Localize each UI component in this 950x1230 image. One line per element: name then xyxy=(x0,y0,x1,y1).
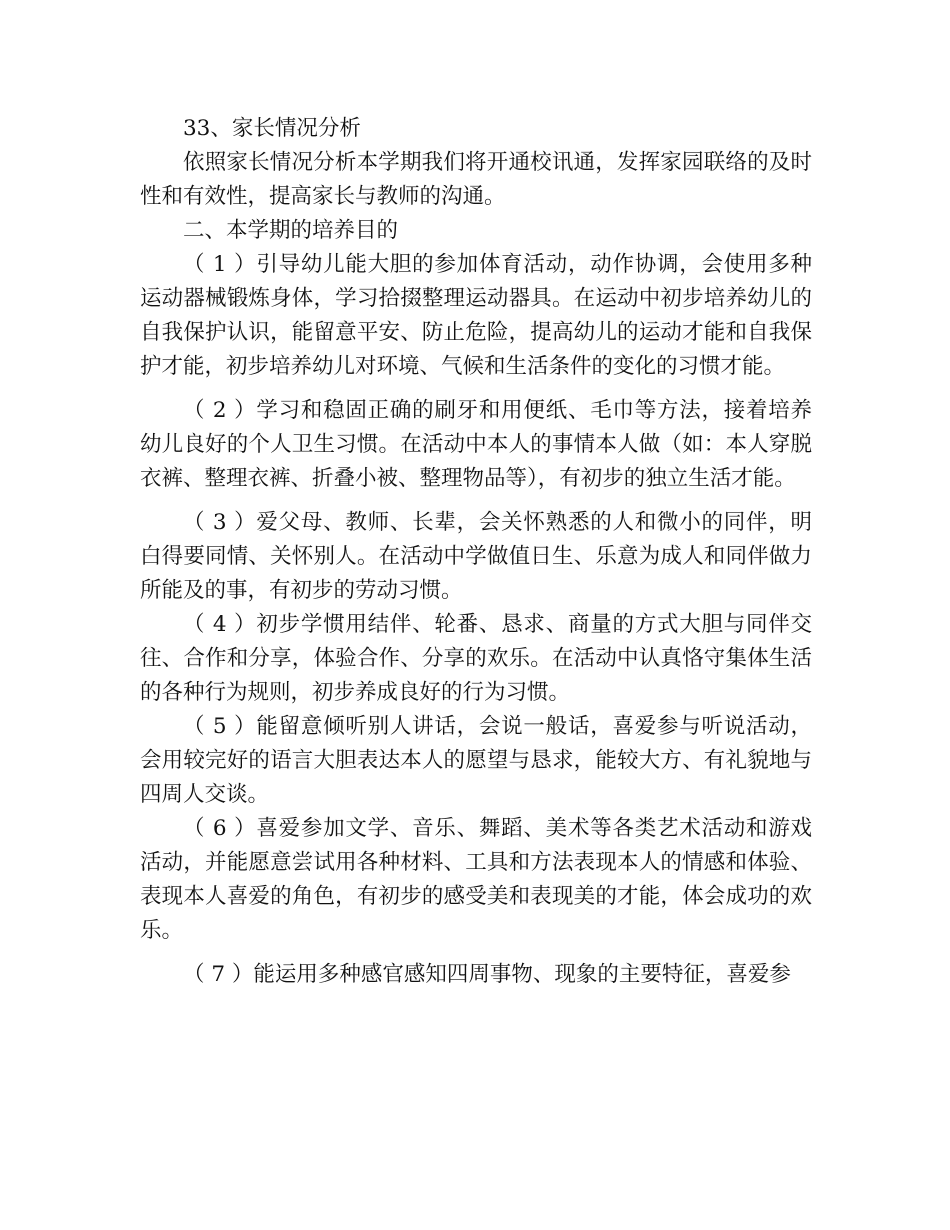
goal-item-6: （ 6 ）喜爱参加文学、音乐、舞蹈、美术等各类艺术活动和游戏活动，并能愿意尝试用各种材料、工具和方法表现本人的情感和体验、表现本人喜爱的角色，有初步的感受美和表现美的才能，体会成功的欢乐。 xyxy=(140,816,812,943)
goal-item-2: （ 2 ）学习和稳固正确的刷牙和用便纸、毛巾等方法，接着培养幼儿良好的个人卫生习惯。在活动中本人的事情本人做（如：本人穿脱衣裤、整理衣裤、折叠小被、整理物品等），有初步的独立生活才能。 xyxy=(140,398,812,491)
document-body xyxy=(140,112,812,992)
goal-item-4: （ 4 ）初步学惯用结伴、轮番、恳求、商量的方式大胆与同伴交往、合作和分享，体验合作、分享的欢乐。在活动中认真恪守集体生活的各种行为规则，初步养成良好的行为习惯。 xyxy=(140,612,812,705)
goal-item-3: （ 3 ）爱父母、教师、长辈，会关怀熟悉的人和微小的同伴，明白得要同情、关怀别人。在活动中学做值日生、乐意为成人和同伴做力所能及的事，有初步的劳动习惯。 xyxy=(140,510,812,603)
goal-item-7: （ 7 ）能运用多种感官感知四周事物、现象的主要特征，喜爱参 xyxy=(183,962,791,987)
paragraph-parent-analysis: 依照家长情况分析本学期我们将开通校讯通，发挥家园联络的及时性和有效性，提高家长与教师的沟通。 xyxy=(140,150,812,209)
goal-item-5: （ 5 ）能留意倾听别人讲话，会说一般话，喜爱参与听说活动，会用较完好的语言大胆表达本人的愿望与恳求，能较大方、有礼貌地与四周人交谈。 xyxy=(140,714,812,807)
heading-parent-analysis: 33、家长情况分析 xyxy=(183,116,361,141)
heading-training-goals: 二、本学期的培养目的 xyxy=(183,218,399,243)
goal-item-1: （ 1 ）引导幼儿能大胆的参加体育活动，动作协调，会使用多种运动器械锻炼身体，学习拾掇整理运动器具。在运动中初步培养幼儿的自我保护认识，能留意平安、防止危险，提高幼儿的运动才能和自我保护才能，初步培养幼儿对环境、气候和生活条件的变化的习惯才能。 xyxy=(140,252,812,379)
